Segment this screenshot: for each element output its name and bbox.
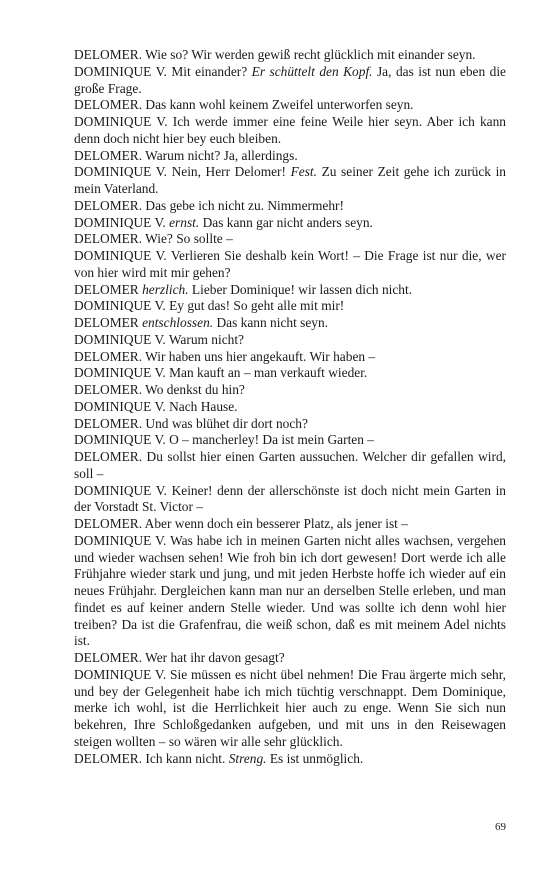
speech-text: DELOMER. Wie so? Wir werden gewiß recht glücklich mit einander seyn.	[74, 47, 476, 62]
speech-text: Ja, das ist nun eben die große Frage.	[74, 63, 507, 96]
speech-text: DELOMER. Das gebe ich nicht zu. Nimmermehr!	[74, 197, 344, 213]
dialogue-line	[74, 215, 506, 232]
dialogue-line	[74, 382, 506, 399]
speech-text: DOMINIQUE V. Verlieren Sie deshalb kein Wort! – Die Frage ist nur die, wer von hier wird mit mir gehen?	[74, 248, 506, 280]
speech-text: Es ist unmöglich.	[266, 750, 364, 766]
dialogue-line	[74, 432, 506, 449]
dialogue-line	[74, 533, 506, 650]
speech-text: DELOMER. Wie? So sollte –	[74, 231, 233, 247]
dialogue-line	[74, 399, 506, 416]
dialogue-line	[74, 751, 506, 768]
speech-text: DELOMER. Und was blühet dir dort noch?	[74, 415, 308, 431]
speech-text: DOMINIQUE V. Ey gut das! So geht alle mit mir!	[74, 298, 345, 314]
dialogue-line	[74, 483, 506, 517]
speech-text: DELOMER. Wo denkst du hin?	[74, 382, 245, 397]
speech-text: DOMINIQUE V. Nein, Herr Delomer!	[74, 164, 291, 180]
speech-text: DELOMER. Das kann wohl keinem Zweifel unterworfen seyn.	[74, 97, 414, 113]
speech-text: DELOMER	[74, 281, 143, 297]
dialogue-line	[74, 231, 506, 248]
speech-text: DELOMER	[74, 315, 143, 330]
dialogue-line	[74, 148, 506, 165]
dialogue-line	[74, 449, 506, 483]
speech-text: DOMINIQUE V.	[74, 214, 170, 230]
speech-text: DOMINIQUE V. Mit einander?	[74, 63, 252, 79]
speech-text: DELOMER. Du sollst hier einen Garten aussuchen. Welcher dir gefallen wird, soll –	[74, 449, 506, 481]
dialogue-line	[74, 248, 506, 282]
dialogue-line	[74, 282, 506, 299]
dialogue-line	[74, 667, 506, 751]
speech-text: Das kann nicht seyn.	[213, 315, 329, 330]
dialogue-line	[74, 516, 506, 533]
dialogue-line	[74, 349, 506, 366]
speech-text: DELOMER. Wir haben uns hier angekauft. Wir haben –	[74, 348, 376, 364]
speech-text: DOMINIQUE V. Sie müssen es nicht übel nehmen! Die Frau ärgerte mich sehr, und bey der Gelegenheit habe ich mich tüchtig verschnappt. Dem Dominique, merke ich wohl, ist die Herrlichkeit hier auch zu enge. Wenn Sie sich nun bekehren, Ihre Schloßgedanken aufgeben, und mit uns in den Reisewagen steigen wollten – so wären wir alle sehr glücklich.	[74, 666, 506, 749]
speech-text: DELOMER. Wer hat ihr davon gesagt?	[74, 650, 285, 665]
dialogue-line	[74, 332, 506, 349]
speech-text: Zu seiner Zeit gehe ich zurück in mein Vaterland.	[74, 164, 506, 196]
dialogue-line	[74, 198, 506, 215]
speech-text: DOMINIQUE V. Keiner! denn der allerschönste ist doch nicht mein Garten in der Vorstadt St. Victor –	[74, 482, 506, 515]
stage-direction: Er schüttelt den Kopf.	[251, 63, 373, 79]
speech-text: DOMINIQUE V. Man kauft an – man verkauft wieder.	[74, 365, 368, 381]
page-number: 69	[495, 821, 506, 833]
speech-text: DOMINIQUE V. O – mancherley! Da ist mein Garten –	[74, 432, 374, 448]
stage-direction: ernst.	[169, 214, 200, 230]
stage-direction: herzlich.	[142, 281, 189, 297]
speech-text: DOMINIQUE V. Warum nicht?	[74, 331, 245, 347]
stage-direction: Streng.	[228, 750, 267, 766]
dialogue-line	[74, 298, 506, 315]
speech-text: Das kann gar nicht anders seyn.	[199, 214, 373, 230]
dialogue-text	[74, 47, 506, 767]
dialogue-line	[74, 416, 506, 433]
speech-text: DOMINIQUE V. Ich werde immer eine feine Weile hier seyn. Aber ich kann denn doch nicht hier bey euch bleiben.	[74, 114, 506, 146]
stage-direction: entschlossen.	[142, 315, 214, 330]
speech-text: DELOMER. Ich kann nicht.	[74, 750, 229, 766]
dialogue-line	[74, 64, 506, 98]
speech-text: Lieber Dominique! wir lassen dich nicht.	[188, 281, 413, 297]
dialogue-line	[74, 365, 506, 382]
speech-text: DOMINIQUE V. Nach Hause.	[74, 398, 238, 414]
dialogue-line	[74, 650, 506, 667]
speech-text: DOMINIQUE V. Was habe ich in meinen Garten nicht alles wachsen, vergehen und wieder wachsen sehen! Wie froh bin ich dort gewesen! Dort werde ich alle Frühjahre wieder stark und jung, und mit jeden Herbste hoffe ich wieder auf ein neues Frühjahr. Dergleichen kann man nur an derselben Stelle erleben, und man findet es auf keiner andern Stelle wieder. Und was sollte ich denn wohl hier treiben? Da ist die Grafenfrau, die weiß schon, daß es mit meinem Adel nichts ist.	[74, 532, 506, 649]
speech-text: DELOMER. Aber wenn doch ein besserer Platz, als jener ist –	[74, 516, 408, 531]
dialogue-line	[74, 315, 506, 332]
dialogue-line	[74, 97, 506, 114]
stage-direction: Fest.	[290, 164, 317, 180]
dialogue-line	[74, 47, 506, 64]
dialogue-line	[74, 114, 506, 148]
speech-text: DELOMER. Warum nicht? Ja, allerdings.	[74, 147, 298, 163]
dialogue-line	[74, 164, 506, 198]
